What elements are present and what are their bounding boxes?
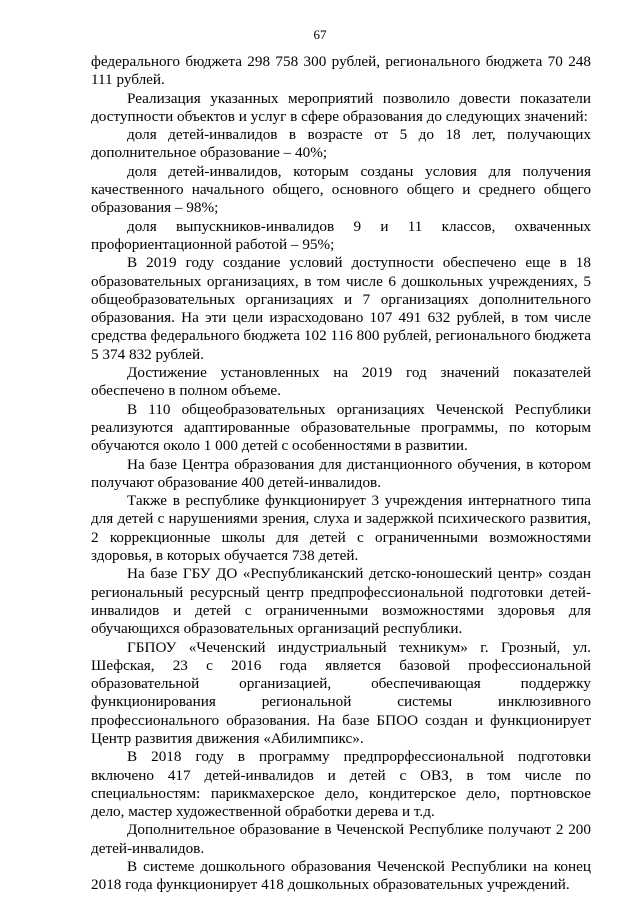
paragraph: На базе Центра образования для дистанционного обучения, в котором получают образование 400 детей-инвалидов.: [91, 455, 591, 491]
paragraph: ГБПОУ «Чеченский индустриальный техникум» г. Грозный, ул. Шефская, 23 с 2016 года является базовой профессиональной образовательной организацией, обеспечивающая поддержку функционирования региональной системы инклюзивного профессионального образования. На базе БПОО создан и функционирует Центр развития движения «Абилимпикс».: [91, 638, 591, 747]
paragraph: Достижение установленных на 2019 год значений показателей обеспечено в полном объеме.: [91, 364, 591, 400]
paragraph: доля детей-инвалидов в возрасте от 5 до 18 лет, получающих дополнительное образование – 40%;: [91, 126, 591, 162]
paragraph: федерального бюджета 298 758 300 рублей, регионального бюджета 70 248 111 рублей.: [91, 53, 591, 89]
paragraph: В 2018 году в программу предпрорфессиональной подготовки включено 417 детей-инвалидов и детей с ОВЗ, в том числе по специальностям: парикмахерское дело, кондитерское дело, портновское дело, мастер художественной обработки дерева и т.д.: [91, 748, 591, 821]
paragraph: Дополнительное образование в Чеченской Республике получают 2 200 детей-инвалидов.: [91, 821, 591, 857]
paragraph: Реализация указанных мероприятий позволило довести показатели доступности объектов и услуг в сфере образования до следующих значений:: [91, 89, 591, 125]
paragraph: Также в республике функционирует 3 учреждения интернатного типа для детей с нарушениями зрения, слуха и задержкой психического развития, 2 коррекционные школы для детей с ограниченными возможностями здоровья, в которых обучается 738 детей.: [91, 492, 591, 565]
paragraph: В системе дошкольного образования Чеченской Республики на конец 2018 года функционирует 418 дошкольных образовательных учреждений.: [91, 858, 591, 894]
page-number: 67: [313, 27, 327, 42]
paragraph: На базе ГБУ ДО «Республиканский детско-юношеский центр» создан региональный ресурсный центр предпрофессиональной подготовки детей-инвалидов и детей с ограниченными возможностями здоровья для обучающихся образовательных организаций республики.: [91, 565, 591, 638]
paragraph: доля выпускников-инвалидов 9 и 11 классов, охваченных профориентационной работой – 95%;: [91, 217, 591, 253]
body-text: [91, 53, 591, 895]
paragraph: В 110 общеобразовательных организациях Чеченской Республики реализуются адаптированные образовательные программы, по которым обучаются около 1 000 детей с особенностями в развитии.: [91, 400, 591, 455]
paragraph: В 2019 году создание условий доступности обеспечено еще в 18 образовательных организациях, в том числе 6 дошкольных учреждениях, 5 общеобразовательных организациях и 7 организациях дополнительного образования. На эти цели израсходовано 107 491 632 рублей, в том числе средства федерального бюджета 102 116 800 рублей, регионального бюджета 5 374 832 рублей.: [91, 254, 591, 363]
paragraph: доля детей-инвалидов, которым созданы условия для получения качественного начального общего, основного общего и среднего общего образования – 98%;: [91, 162, 591, 217]
